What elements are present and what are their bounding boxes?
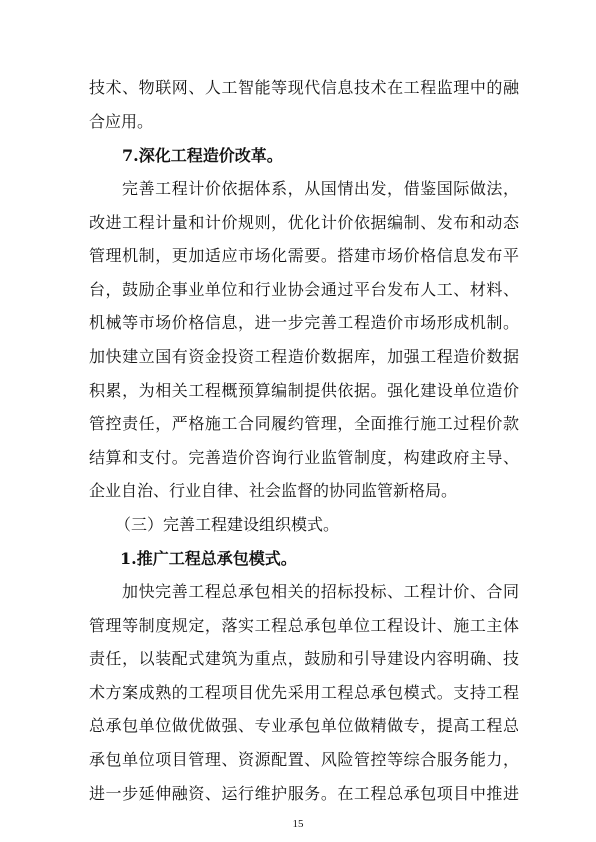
body-text-line: 企业自治、行业自律、社会监督的协同监管新格局。	[89, 481, 458, 500]
body-text-line: 管控责任，严格施工合同履约管理，全面推行施工过程价款	[89, 414, 519, 433]
body-text-line: 总承包单位做优做强、专业承包单位做精做专，提高工程总	[89, 716, 519, 735]
body-text-line: 积累，为相关工程概预算编制提供依据。强化建设单位造价	[89, 381, 519, 400]
body-text-line: 机械等市场价格信息，进一步完善工程造价市场形成机制。	[89, 313, 519, 332]
body-text-line: 技术、物联网、人工智能等现代信息技术在工程监理中的融	[89, 78, 519, 97]
body-text-line: 加快完善工程总承包相关的招标投标、工程计价、合同	[122, 582, 519, 601]
subsection-heading: （三）完善工程建设组织模式。	[115, 515, 340, 534]
body-text-line: 承包单位项目管理、资源配置、风险管控等综合服务能力，	[89, 750, 519, 769]
body-text-line: 结算和支付。完善造价咨询行业监管制度，构建政府主导、	[89, 448, 519, 467]
body-text-line: 责任，以装配式建筑为重点，鼓励和引导建设内容明确、技	[89, 649, 519, 668]
body-text-line: 合应用。	[89, 112, 154, 131]
body-text-line: 完善工程计价依据体系，从国情出发，借鉴国际做法，	[122, 179, 519, 198]
body-text-line: 管理等制度规定，落实工程总承包单位工程设计、施工主体	[89, 616, 519, 635]
body-text-line: 改进工程计量和计价规则，优化计价依据编制、发布和动态	[89, 213, 519, 232]
body-text-line: 台，鼓励企事业单位和行业协会通过平台发布人工、材料、	[89, 280, 519, 299]
section-heading: 7.深化工程造价改革。	[122, 146, 283, 165]
page-number: 15	[292, 818, 304, 830]
body-text-line: 加快建立国有资金投资工程造价数据库，加强工程造价数据	[89, 347, 519, 366]
body-text-line: 术方案成熟的工程项目优先采用工程总承包模式。支持工程	[89, 683, 519, 702]
section-heading: 1.推广工程总承包模式。	[120, 549, 297, 568]
body-text-line: 管理机制，更加适应市场化需要。搭建市场价格信息发布平	[89, 246, 519, 265]
body-text-line: 进一步延伸融资、运行维护服务。在工程总承包项目中推进	[89, 784, 519, 803]
